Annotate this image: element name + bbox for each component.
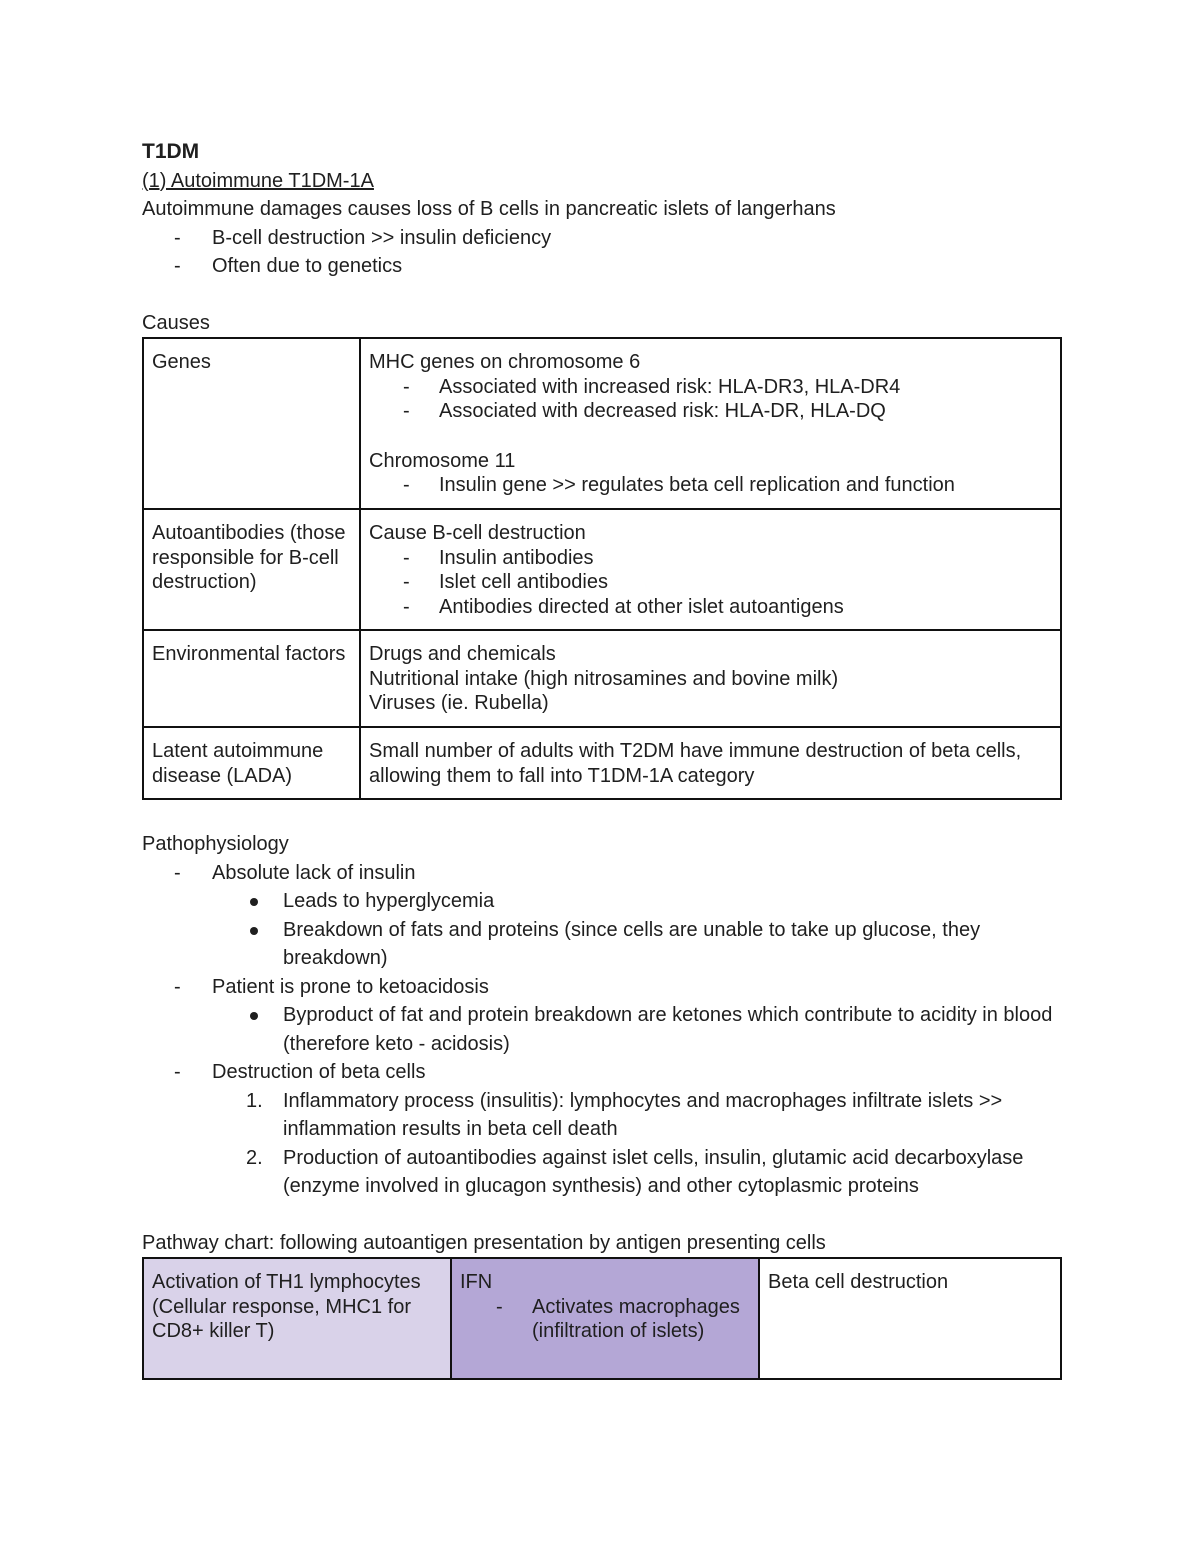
pathway-heading: Pathway chart: following autoantigen presentation by antigen presenting cells [142,1231,826,1254]
list-item: Breakdown of fats and proteins (since cells are unable to take up glucose, they breakdown) [142,916,1062,973]
table-row [143,338,1061,509]
causes-heading: Causes [142,311,210,334]
table-cell: Environmental factors [143,630,360,727]
table-cell: Small number of adults with T2DM have immune destruction of beta cells, allowing them to fall into T1DM-1A category [360,727,1061,799]
list-item: - Destruction of beta cells [174,1061,426,1083]
table-cell: Cause B-cell destruction - Insulin antibodies - Islet cell antibodies - Antibodies directed at other islet autoantigens [360,509,1061,630]
table-cell: Autoantibodies (those responsible for B-cell destruction) [143,509,360,630]
table-row [143,630,1061,727]
table-row [143,1258,1061,1379]
table-row [143,509,1061,630]
table-cell: Drugs and chemicals Nutritional intake (high nitrosamines and bovine milk) Viruses (ie. Rubella) [360,630,1061,727]
doc-subtitle: (1) Autoimmune T1DM-1A [142,169,374,192]
list-item: - B-cell destruction >> insulin deficiency [174,226,552,249]
patho-heading: Pathophysiology [142,833,289,855]
list-item: - Often due to genetics [174,255,403,277]
causes-table [142,337,1062,800]
pathway-table [142,1257,1062,1380]
list-item: Byproduct of fat and protein breakdown are ketones which contribute to acidity in blood (therefore keto - acidosis) [142,1001,1062,1058]
pathway-step-destruction: Beta cell destruction [759,1258,1061,1379]
list-item: - Patient is prone to ketoacidosis [174,975,489,998]
list-item: - Absolute lack of insulin [174,861,416,884]
table-cell: MHC genes on chromosome 6 - Associated with increased risk: HLA-DR3, HLA-DR4 - Associated with decreased risk: HLA-DR, HLA-DQ Chromosome 11 - Insulin gene >> regulates beta cell replication and function [360,338,1061,509]
pathway-step-ifn: IFN - Activates macrophages (infiltration of islets) [451,1258,759,1379]
list-item: 2. Production of autoantibodies against islet cells, insulin, glutamic acid decarboxylase (enzyme involved in glucagon synthesis) and other cytoplasmic proteins [246,1146,1024,1197]
table-row [143,727,1061,799]
list-item: Leads to hyperglycemia [142,887,1062,916]
intro-text: Autoimmune damages causes loss of B cells in pancreatic islets of langerhans [142,198,836,220]
pathway-step-th1: Activation of TH1 lymphocytes (Cellular response, MHC1 for CD8+ killer T) [143,1258,451,1379]
table-cell: Latent autoimmune disease (LADA) [143,727,360,799]
doc-title: T1DM [142,140,200,163]
table-cell: Genes [143,338,360,509]
list-item: 1. Inflammatory process (insulitis): lymphocytes and macrophages infiltrate islets >> inflammation results in beta cell death [246,1089,1003,1140]
document-page [142,138,1062,1380]
